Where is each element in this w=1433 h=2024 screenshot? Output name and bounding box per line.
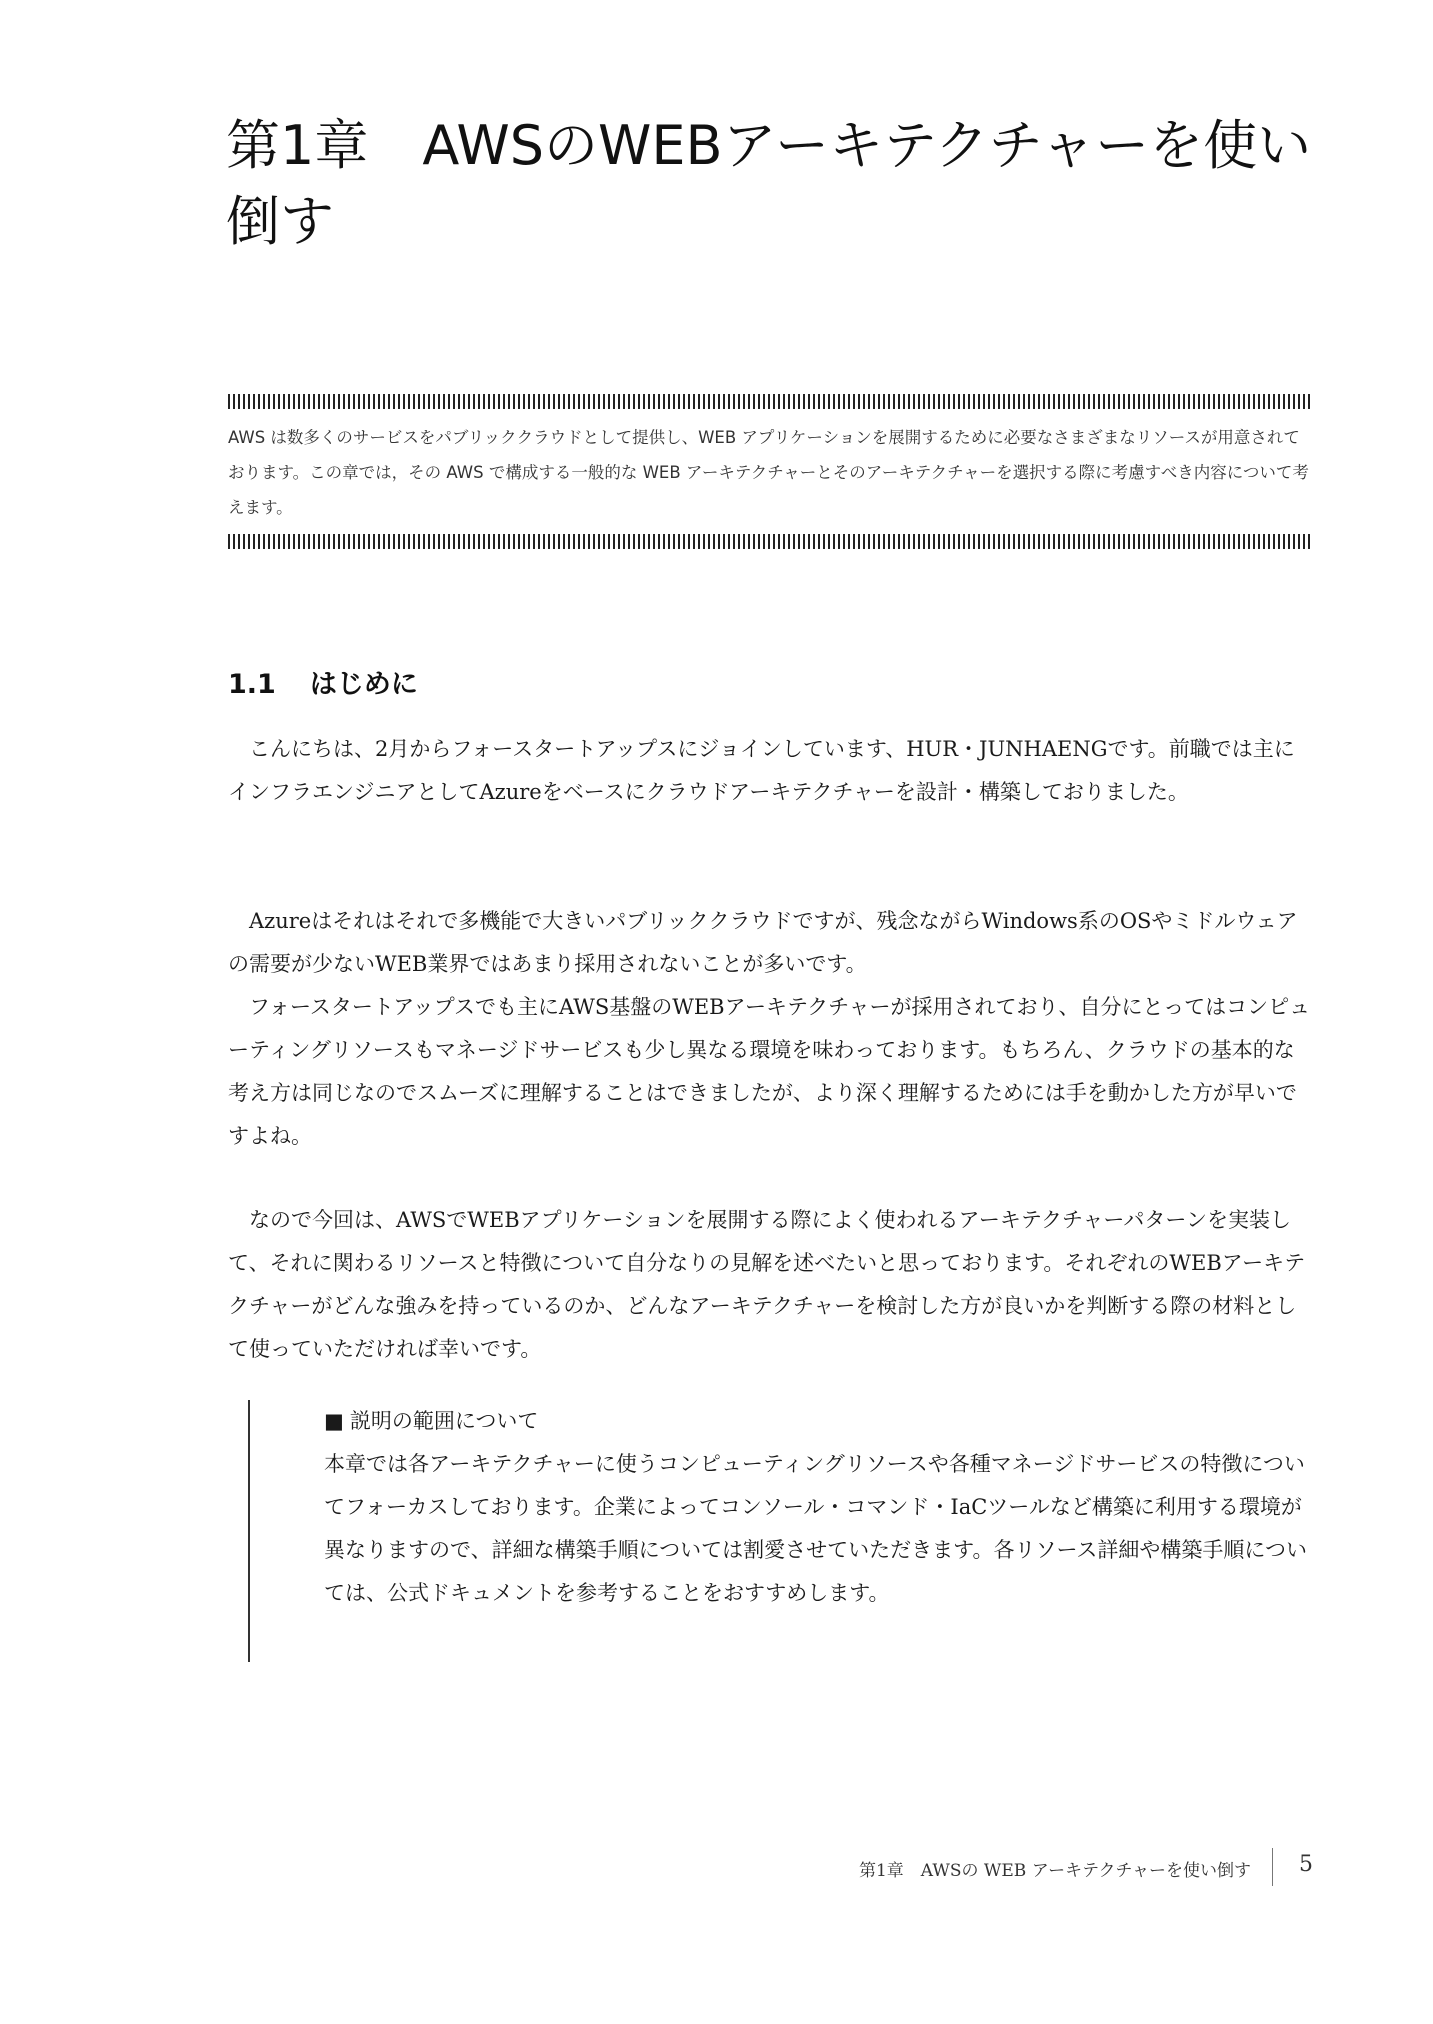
chapter-title bbox=[226, 108, 1326, 260]
footer-divider bbox=[1272, 1848, 1273, 1886]
paragraph: こんにちは、2月からフォースタートアップスにジョインしています、HUR・JUNHAENGです。前職では主にインフラエンジニアとしてAzureをベースにクラウドアーキテクチャーを設計・構築しておりました。 bbox=[228, 737, 1295, 804]
paragraph: なので今回は、AWSでWEBアプリケーションを展開する際によく使われるアーキテクチャーパターンを実装して、それに関わるリソースと特徴について自分なりの見解を述べたいと思っております。それぞれのWEBアーキテクチャーがどんな強みを持っているのか、どんなアーキテクチャーを検討した方が良いかを判断する際の材料として使っていただければ幸いです。 bbox=[228, 1208, 1306, 1361]
page-footer bbox=[600, 1848, 1313, 1886]
note-heading-text: 説明の範囲について bbox=[349, 1409, 539, 1433]
paragraph: Azureはそれはそれで多機能で大きいパブリッククラウドですが、残念ながらWindows系のOSやミドルウェアの需要が少ないWEB業界ではあまり採用されないことが多いです。 bbox=[228, 909, 1298, 976]
body-block-azure bbox=[228, 900, 1313, 1158]
square-bullet-icon: ■ bbox=[324, 1409, 344, 1433]
body-block-intro bbox=[228, 728, 1313, 814]
scope-note-box bbox=[248, 1400, 1315, 1662]
chapter-title-line2: 倒す bbox=[226, 190, 334, 253]
section-number: 1.1 bbox=[228, 669, 276, 700]
section-title: はじめに bbox=[309, 669, 418, 700]
note-heading bbox=[324, 1400, 1315, 1443]
page-number: 5 bbox=[1299, 1852, 1313, 1877]
section-heading bbox=[228, 662, 418, 701]
chapter-abstract: AWS は数多くのサービスをパブリッククラウドとして提供し、WEB アプリケーションを展開するために必要なさまざまなリソースが用意されております。この章では，その AWS で構成する一般的な WEB アーキテクチャーとそのアーキテクチャーを選択する際に考慮すべき内容について考えます。 bbox=[228, 428, 1309, 517]
chapter-title-line1: 第1章 AWSのWEBアーキテクチャーを使い bbox=[226, 114, 1312, 177]
body-block-purpose bbox=[228, 1199, 1313, 1371]
abstract-top-rule bbox=[228, 394, 1313, 409]
running-title: 第1章 AWSの WEB アーキテクチャーを使い倒す bbox=[858, 1861, 1251, 1881]
paragraph: フォースタートアップスでも主にAWS基盤のWEBアーキテクチャーが採用されており、自分にとってはコンピューティングリソースもマネージドサービスも少し異なる環境を味わっております。もちろん、クラウドの基本的な考え方は同じなのでスムーズに理解することはできましたが、より深く理解するためには手を動かした方が早いですよね。 bbox=[228, 995, 1311, 1148]
abstract-bottom-rule bbox=[228, 534, 1313, 549]
note-body: 本章では各アーキテクチャーに使うコンピューティングリソースや各種マネージドサービスの特徴についてフォーカスしております。企業によってコンソール・コマンド・IaCツールなど構築に利用する環境が異なりますので、詳細な構築手順については割愛させていただきます。各リソース詳細や構築手順については、公式ドキュメントを参考することをおすすめします。 bbox=[324, 1452, 1308, 1605]
